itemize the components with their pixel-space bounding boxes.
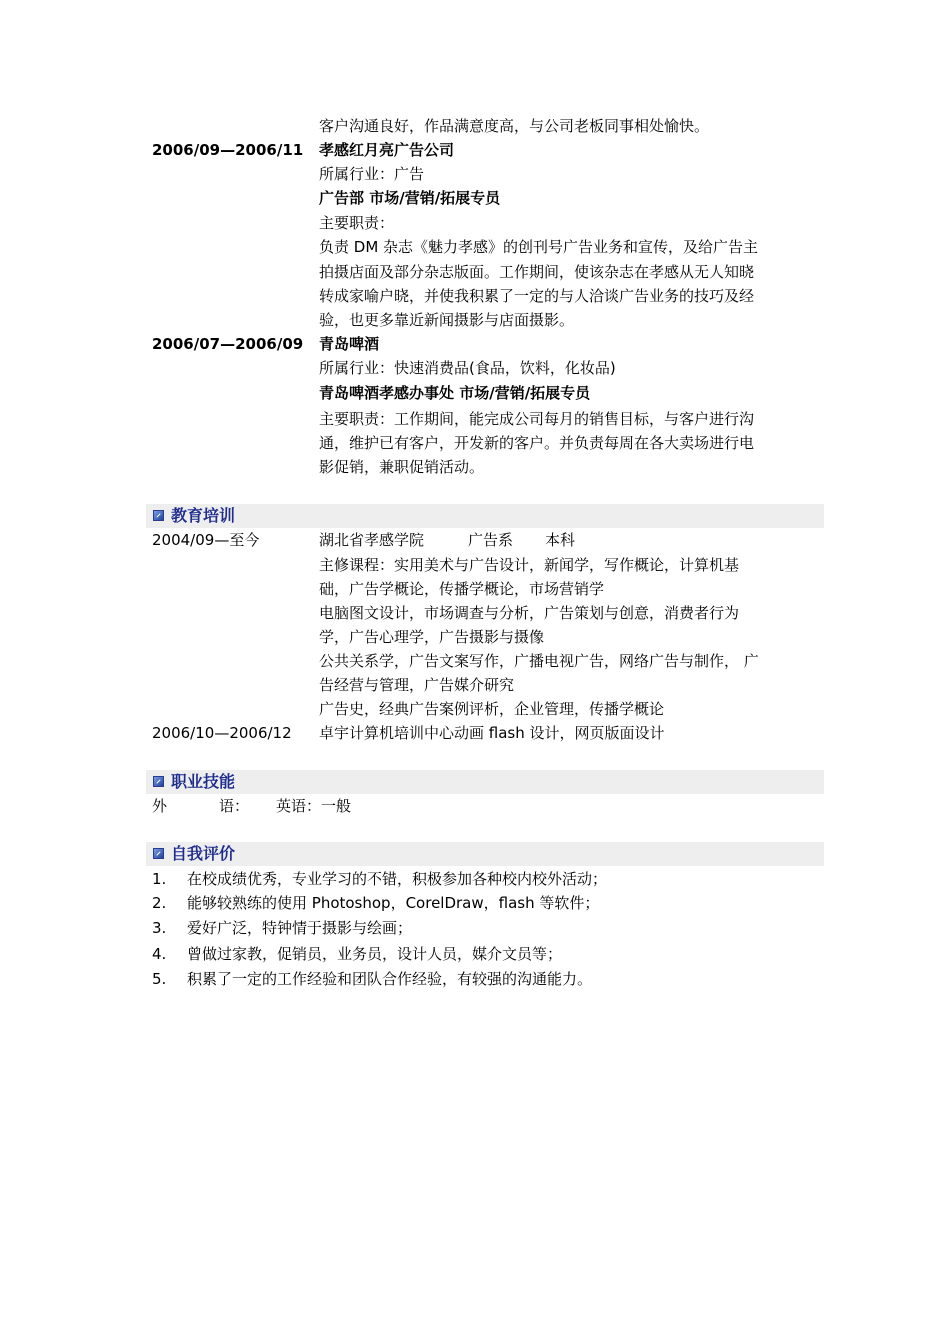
section-header-education [146, 504, 824, 528]
work-entry-position: 广告部 市场/营销/拓展专员 [319, 189, 501, 207]
education-entry-text: 卓宇计算机培训中心动画 flash 设计，网页版面设计 [319, 724, 665, 742]
duty-line: 负责 DM 杂志《魅力孝感》的创刊号广告业务和宣传，及给广告主 [319, 238, 759, 256]
list-item-text: 爱好广泛，特钟情于摄影与绘画； [187, 919, 413, 937]
course-line: 广告史，经典广告案例评析，企业管理，传播学概论 [319, 700, 665, 718]
section-header-skills [146, 770, 824, 794]
course-line: 础，广告学概论，传播学概论，市场营销学 [319, 580, 605, 598]
education-school: 湖北省孝感学院 [319, 531, 425, 549]
course-line: 公共关系学，广告文案写作，广播电视广告，网络广告与制作， 广 [319, 652, 759, 670]
duty-line: 主要职责：工作期间，能完成公司每月的销售目标，与客户进行沟 [319, 410, 755, 428]
work-entry-industry: 所属行业：广告 [319, 165, 425, 183]
list-item-text: 曾做过家教，促销员，业务员，设计人员，媒介文员等； [187, 945, 563, 963]
section-header-self-eval [146, 842, 824, 866]
work-entry-duty-label: 主要职责： [319, 214, 395, 232]
education-degree: 本科 [545, 531, 576, 549]
duty-line: 影促销，兼职促销活动。 [319, 458, 485, 476]
education-entry-date: 2006/10—2006/12 [152, 724, 292, 742]
section-title: 职业技能 [171, 772, 236, 791]
section-bullet-icon [153, 848, 164, 859]
skills-label: 外 [152, 797, 168, 815]
list-item-number: 3. [152, 919, 167, 937]
section-title: 教育培训 [171, 506, 236, 525]
section-title: 自我评价 [171, 844, 236, 863]
list-item-text: 能够较熟练的使用 Photoshop，CorelDraw，flash 等软件； [187, 894, 600, 912]
course-line: 学，广告心理学，广告摄影与摄像 [319, 628, 545, 646]
education-entry-date: 2004/09—至今 [152, 531, 260, 549]
duty-line: 通，维护已有客户，开发新的客户。并负责每周在各大卖场进行电 [319, 434, 755, 452]
work-entry-date: 2006/07—2006/09 [152, 335, 304, 353]
duty-line: 转成家喻户晓，并使我积累了一定的与人洽谈广告业务的技巧及经 [319, 287, 755, 305]
work-entry-position: 青岛啤酒孝感办事处 市场/营销/拓展专员 [319, 384, 591, 402]
list-item-number: 1. [152, 870, 167, 888]
course-line: 告经营与管理，广告媒介研究 [319, 676, 515, 694]
list-item-text: 在校成绩优秀，专业学习的不错，积极参加各种校内校外活动； [187, 870, 608, 888]
education-department: 广告系 [468, 531, 514, 549]
work-entry-date: 2006/09—2006/11 [152, 141, 304, 159]
course-line: 主修课程：实用美术与广告设计，新闻学，写作概论，计算机基 [319, 556, 740, 574]
list-item-number: 4. [152, 945, 167, 963]
section-bullet-icon [153, 510, 164, 521]
course-line: 电脑图文设计，市场调查与分析，广告策划与创意，消费者行为 [319, 604, 740, 622]
duty-line: 验，也更多靠近新闻摄影与店面摄影。 [319, 311, 575, 329]
section-bullet-icon [153, 776, 164, 787]
work-entry-company: 青岛啤酒 [319, 335, 380, 353]
duty-line: 拍摄店面及部分杂志版面。工作期间，使该杂志在孝感从无人知晓 [319, 263, 755, 281]
skills-value: 英语：一般 [276, 797, 352, 815]
list-item-number: 2. [152, 894, 167, 912]
work-continuation-text: 客户沟通良好，作品满意度高，与公司老板同事相处愉快。 [319, 117, 710, 135]
work-entry-company: 孝感红月亮广告公司 [319, 141, 455, 159]
list-item-text: 积累了一定的工作经验和团队合作经验，有较强的沟通能力。 [187, 970, 593, 988]
skills-label: 语： [219, 797, 250, 815]
list-item-number: 5. [152, 970, 167, 988]
work-entry-industry: 所属行业：快速消费品(食品，饮料，化妆品) [319, 359, 616, 377]
